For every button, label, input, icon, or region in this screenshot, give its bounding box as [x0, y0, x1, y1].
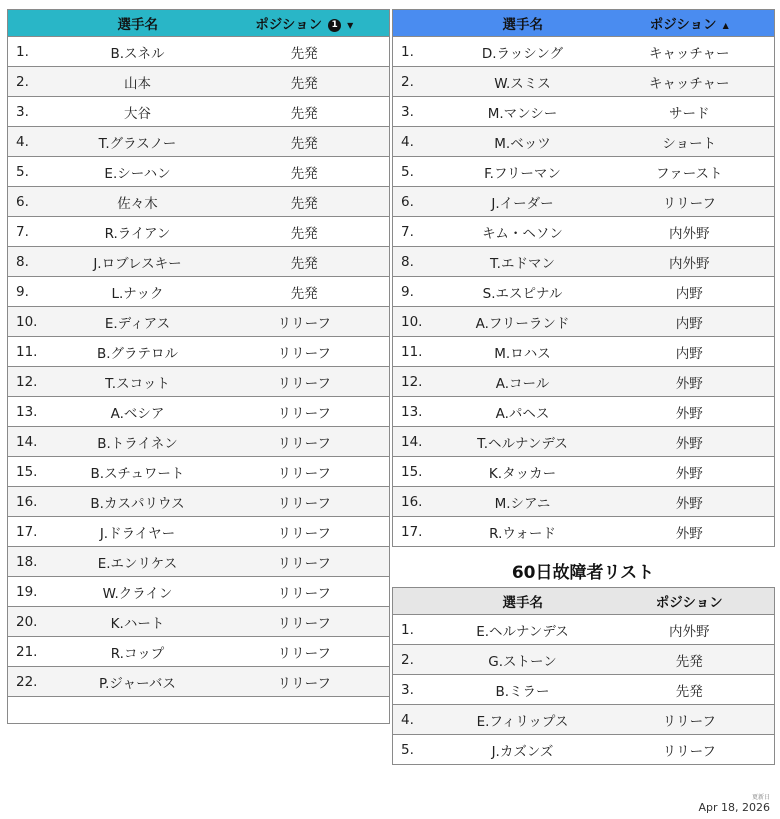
row-number: 5. [393, 157, 441, 187]
player-name: 佐々木 [56, 187, 220, 217]
player-name: E.エンリケス [56, 547, 220, 577]
table-row [393, 427, 775, 457]
player-position: リリーフ [220, 577, 390, 607]
table-row [393, 735, 775, 765]
empty-row [8, 697, 390, 724]
player-name: T.グラスノー [56, 127, 220, 157]
player-name: キム・ヘソン [441, 217, 605, 247]
player-position: リリーフ [220, 547, 390, 577]
table-row [8, 487, 390, 517]
player-position: 内外野 [605, 217, 775, 247]
table-row [8, 517, 390, 547]
player-name: B.スチュワート [56, 457, 220, 487]
table-row [393, 307, 775, 337]
player-name: W.スミス [441, 67, 605, 97]
player-position: 先発 [220, 187, 390, 217]
player-position: リリーフ [220, 337, 390, 367]
caret-down-icon[interactable]: ▼ [347, 20, 354, 30]
row-number: 8. [393, 247, 441, 277]
player-position: 先発 [220, 67, 390, 97]
table-row [393, 517, 775, 547]
table-row [393, 37, 775, 67]
player-position: 内野 [605, 277, 775, 307]
row-number: 15. [8, 457, 56, 487]
player-name: G.ストーン [441, 645, 605, 675]
player-name: E.ヘルナンデス [441, 615, 605, 645]
table-row [8, 277, 390, 307]
player-position: 先発 [220, 97, 390, 127]
player-position: 先発 [220, 277, 390, 307]
row-number: 9. [393, 277, 441, 307]
table-row [8, 577, 390, 607]
player-position: リリーフ [220, 607, 390, 637]
row-number: 12. [393, 367, 441, 397]
table-row [8, 217, 390, 247]
column-header-player[interactable] [393, 588, 605, 615]
player-position: 内外野 [605, 615, 775, 645]
column-header-player[interactable] [393, 10, 605, 37]
table-row [8, 337, 390, 367]
player-position: リリーフ [220, 367, 390, 397]
player-name: T.エドマン [441, 247, 605, 277]
table-row [8, 547, 390, 577]
header-label: 選手名 [502, 595, 543, 611]
player-position: キャッチャー [605, 67, 775, 97]
table-row [8, 457, 390, 487]
player-name: M.シアニ [441, 487, 605, 517]
player-position: リリーフ [220, 517, 390, 547]
player-position: 先発 [220, 247, 390, 277]
table-row [8, 247, 390, 277]
table-row [393, 217, 775, 247]
player-name: E.フィリップス [441, 705, 605, 735]
table-row [393, 187, 775, 217]
player-position: キャッチャー [605, 37, 775, 67]
player-position: リリーフ [220, 667, 390, 697]
player-position: リリーフ [220, 637, 390, 667]
row-number: 16. [8, 487, 56, 517]
empty-cell [8, 697, 390, 724]
row-number: 8. [8, 247, 56, 277]
row-number: 9. [8, 277, 56, 307]
row-number: 2. [8, 67, 56, 97]
player-position: ファースト [605, 157, 775, 187]
row-number: 1. [8, 37, 56, 67]
player-name: M.ベッツ [441, 127, 605, 157]
row-number: 17. [393, 517, 441, 547]
table-row [393, 367, 775, 397]
table-row [393, 127, 775, 157]
player-name: E.シーハン [56, 157, 220, 187]
player-name: J.ロブレスキー [56, 247, 220, 277]
row-number: 15. [393, 457, 441, 487]
row-number: 16. [393, 487, 441, 517]
row-number: 12. [8, 367, 56, 397]
injured-list-title: 60日故障者リスト [511, 563, 655, 583]
table-row [393, 487, 775, 517]
table-row [393, 397, 775, 427]
column-header-player[interactable] [8, 10, 220, 37]
player-name: B.スネル [56, 37, 220, 67]
player-name: A.パヘス [441, 397, 605, 427]
player-name: J.イーダー [441, 187, 605, 217]
header-label: ポジション [649, 17, 717, 33]
column-header-position[interactable] [605, 588, 775, 615]
table-row [393, 277, 775, 307]
row-number: 2. [393, 67, 441, 97]
table-row [8, 397, 390, 427]
player-position: 先発 [605, 675, 775, 705]
player-position: 先発 [605, 645, 775, 675]
table-row [393, 675, 775, 705]
column-header-position[interactable] [605, 10, 775, 37]
player-position: 先発 [220, 217, 390, 247]
row-number: 4. [393, 705, 441, 735]
player-position: 内野 [605, 307, 775, 337]
player-name: K.ハート [56, 607, 220, 637]
row-number: 11. [393, 337, 441, 367]
player-position: 先発 [220, 127, 390, 157]
row-number: 17. [8, 517, 56, 547]
player-name: L.ナック [56, 277, 220, 307]
player-name: J.カズンズ [441, 735, 605, 765]
row-number: 1. [393, 37, 441, 67]
player-name: E.ディアス [56, 307, 220, 337]
player-name: P.ジャーバス [56, 667, 220, 697]
player-position: リリーフ [220, 397, 390, 427]
position-players-table [392, 9, 775, 547]
player-name: S.エスピナル [441, 277, 605, 307]
row-number: 3. [393, 675, 441, 705]
header-label: ポジション [255, 17, 323, 33]
row-number: 6. [8, 187, 56, 217]
player-name: B.グラテロル [56, 337, 220, 367]
row-number: 2. [393, 645, 441, 675]
row-number: 18. [8, 547, 56, 577]
row-number: 21. [8, 637, 56, 667]
player-position: リリーフ [605, 705, 775, 735]
player-position: リリーフ [220, 487, 390, 517]
table-row [8, 127, 390, 157]
table-row [8, 307, 390, 337]
player-position: 外野 [605, 517, 775, 547]
table-row [393, 705, 775, 735]
row-number: 19. [8, 577, 56, 607]
table-row [393, 645, 775, 675]
player-name: T.ヘルナンデス [441, 427, 605, 457]
player-position: 先発 [220, 37, 390, 67]
row-number: 10. [8, 307, 56, 337]
player-position: 外野 [605, 427, 775, 457]
row-number: 13. [8, 397, 56, 427]
table-row [393, 457, 775, 487]
row-number: 5. [8, 157, 56, 187]
player-name: B.カスパリウス [56, 487, 220, 517]
row-number: 3. [8, 97, 56, 127]
player-position: リリーフ [605, 735, 775, 765]
table-row [8, 607, 390, 637]
player-position: 内野 [605, 337, 775, 367]
table-row [393, 247, 775, 277]
player-position: 外野 [605, 397, 775, 427]
player-position: 外野 [605, 487, 775, 517]
player-position: サード [605, 97, 775, 127]
player-position: 外野 [605, 457, 775, 487]
row-number: 6. [393, 187, 441, 217]
player-name: K.タッカー [441, 457, 605, 487]
player-position: リリーフ [220, 427, 390, 457]
table-row [8, 97, 390, 127]
updated-date: Apr 18, 2026 [698, 801, 770, 814]
table-row [393, 337, 775, 367]
column-header-position[interactable] [220, 10, 390, 37]
player-name: J.ドライヤー [56, 517, 220, 547]
row-number: 14. [393, 427, 441, 457]
player-name: M.マンシー [441, 97, 605, 127]
player-name: R.ウォード [441, 517, 605, 547]
player-position: 外野 [605, 367, 775, 397]
player-name: R.ライアン [56, 217, 220, 247]
row-number: 10. [393, 307, 441, 337]
table-row [8, 67, 390, 97]
row-number: 4. [393, 127, 441, 157]
row-number: 5. [393, 735, 441, 765]
table-row [393, 615, 775, 645]
player-position: 内外野 [605, 247, 775, 277]
caret-up-icon[interactable]: ▲ [722, 20, 729, 30]
table-row [393, 157, 775, 187]
player-name: A.ベシア [56, 397, 220, 427]
player-name: W.クライン [56, 577, 220, 607]
table-row [393, 97, 775, 127]
player-name: R.コップ [56, 637, 220, 667]
row-number: 7. [8, 217, 56, 247]
injured-list-table [392, 587, 775, 765]
player-name: A.コール [441, 367, 605, 397]
table-row [8, 427, 390, 457]
player-name: M.ロハス [441, 337, 605, 367]
row-number: 22. [8, 667, 56, 697]
player-position: 先発 [220, 157, 390, 187]
table-row [8, 367, 390, 397]
table-row [393, 67, 775, 97]
player-name: D.ラッシング [441, 37, 605, 67]
header-label: 選手名 [117, 17, 158, 33]
player-position: リリーフ [605, 187, 775, 217]
player-name: B.トライネン [56, 427, 220, 457]
table-row [8, 187, 390, 217]
player-name: B.ミラー [441, 675, 605, 705]
player-name: T.スコット [56, 367, 220, 397]
sort-order-badge: 1 [328, 19, 341, 32]
player-name: A.フリーランド [441, 307, 605, 337]
player-position: リリーフ [220, 457, 390, 487]
row-number: 20. [8, 607, 56, 637]
row-number: 7. [393, 217, 441, 247]
table-row [8, 37, 390, 67]
header-label: ポジション [655, 595, 723, 611]
table-row [8, 667, 390, 697]
table-row [8, 157, 390, 187]
player-name: 大谷 [56, 97, 220, 127]
table-row [8, 637, 390, 667]
player-name: 山本 [56, 67, 220, 97]
pitchers-table [7, 9, 390, 724]
player-name: F.フリーマン [441, 157, 605, 187]
row-number: 1. [393, 615, 441, 645]
updated-caption: 更新日 [751, 794, 770, 801]
player-position: ショート [605, 127, 775, 157]
row-number: 14. [8, 427, 56, 457]
header-label: 選手名 [502, 17, 543, 33]
row-number: 13. [393, 397, 441, 427]
row-number: 4. [8, 127, 56, 157]
player-position: リリーフ [220, 307, 390, 337]
row-number: 11. [8, 337, 56, 367]
row-number: 3. [393, 97, 441, 127]
